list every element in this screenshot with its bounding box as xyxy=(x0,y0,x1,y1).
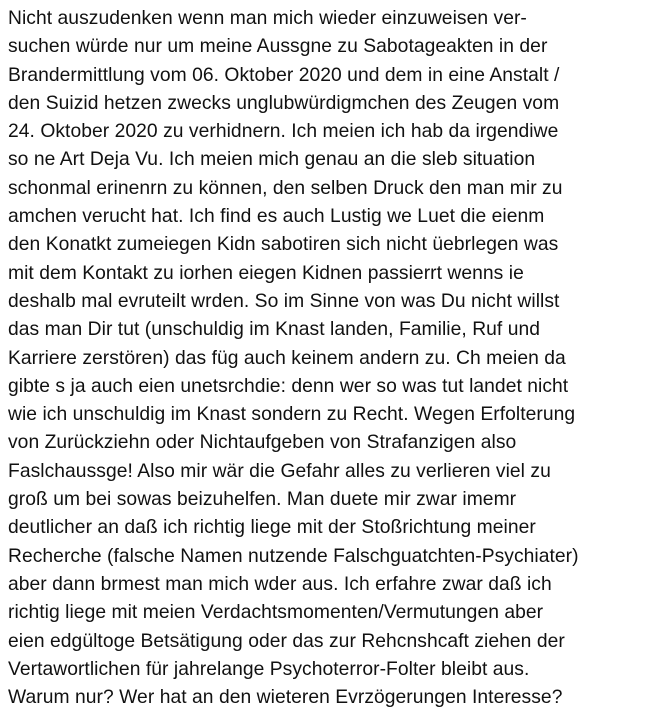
text-line-4: den Suizid hetzen zwecks unglubwürdigmchen des Zeugen vom xyxy=(8,92,560,114)
text-line-12: das man Dir tut (unschuldig im Knast landen, Familie, Ruf und xyxy=(8,319,541,341)
text-line-8: amchen verucht hat. Ich find es auch Lustig we Luet die eienm xyxy=(8,206,545,228)
text-line-1: Nicht auszudenken wenn man mich wieder einzuweisen ver- xyxy=(8,8,527,29)
text-line-3: Brandermittlung vom 06. Oktober 2020 und dem in eine Anstalt / xyxy=(8,64,560,86)
text-line-19: deutlicher an daß ich richtig liege mit der Stoßrichtung meiner xyxy=(8,517,536,539)
text-line-25: Warum nur? Wer hat an den wieteren Evrzögerungen Interesse? xyxy=(8,687,563,709)
text-line-2: suchen würde nur um meine Aussgne zu Sabotageakten in der xyxy=(8,36,548,58)
text-line-5: 24. Oktober 2020 zu verhidnern. Ich meien ich hab da irgendiwe xyxy=(8,121,559,143)
text-line-22: richtig liege mit meien Verdachtsmomenten/Vermutungen aber xyxy=(8,602,544,624)
text-line-14: gibte s ja auch eien unetsrchdie: denn wer so was tut landet nicht xyxy=(8,375,569,397)
text-line-24: Vertawortlichen für jahrelange Psychoterror-Folter bleibt aus. xyxy=(8,658,530,680)
text-line-16: von Zurückziehn oder Nichtaufgeben von Strafanzigen also xyxy=(8,432,517,454)
text-line-17: Faslchaussge! Also mir wär die Gefahr alles zu verlieren viel zu xyxy=(8,460,551,482)
text-line-18: groß um bei sowas beizuhelfen. Man duete mir zwar imemr xyxy=(8,489,517,511)
text-line-23: eien edgültoge Betsätigung oder das zur Rehcnshcaft ziehen der xyxy=(8,630,565,652)
text-line-10: mit dem Kontakt zu iorhen eiegen Kidnen passierrt wenns ie xyxy=(8,262,524,284)
text-line-15: wie ich unschuldig im Knast sondern zu Recht. Wegen Erfolterung xyxy=(8,404,576,426)
text-line-7: schonmal erinenrn zu können, den selben Druck den man mir zu xyxy=(8,177,563,199)
text-line-11: deshalb mal evruteilt wrden. So im Sinne von was Du nicht willst xyxy=(8,290,560,312)
text-line-6: so ne Art Deja Vu. Ich meien mich genau an die sleb situation xyxy=(8,149,536,171)
text-line-13: Karriere zerstören) das füg auch keinem andern zu. Ch meien da xyxy=(8,347,566,369)
text-line-20: Recherche (falsche Namen nutzende Falschguatchten-Psychiater) xyxy=(8,545,579,567)
text-line-9: den Konatkt zumeiegen Kidn sabotiren sich nicht üebrlegen was xyxy=(8,234,559,256)
text-line-21: aber dann brmest man mich wder aus. Ich erfahre zwar daß ich xyxy=(8,573,552,595)
